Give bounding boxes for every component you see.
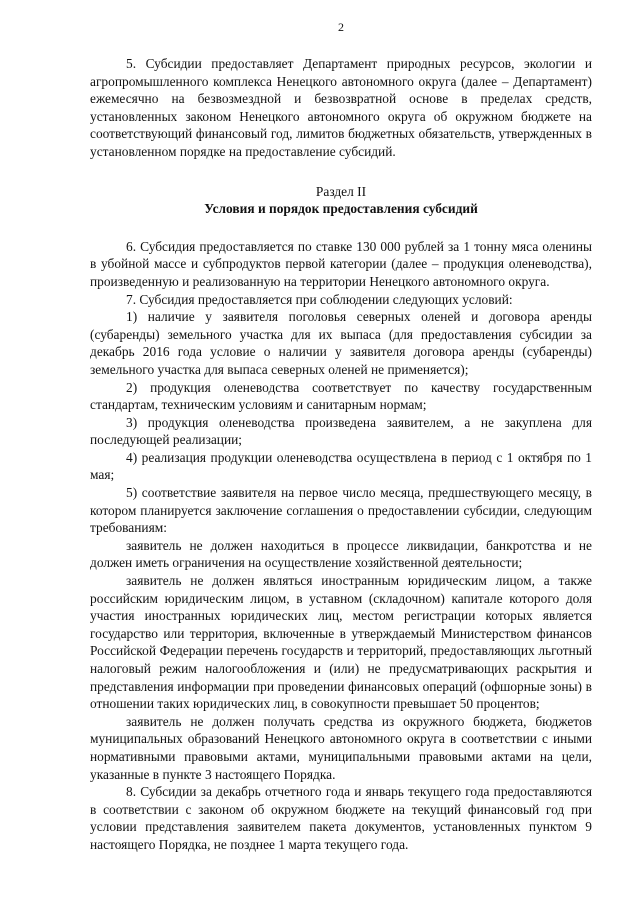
document-page (90, 20, 592, 854)
section-label: Раздел II (315, 183, 367, 199)
paragraph-7: 7. Субсидия предоставляется при соблюдении следующих условий: (126, 291, 513, 307)
condition-4: 4) реализация продукции оленеводства осуществлена в период с 1 октября по 1 мая; (90, 449, 592, 483)
page-number: 2 (338, 20, 344, 34)
requirement-foreign-entity: заявитель не должен являться иностранным юридическим лицом, а также российским юридическим лицом, в уставном (складочном) капитале которого доля участия иностранных юридических лиц, местом регистрации которых является государство или территория, включенные в утверждаемый Министерством финансов Российской Федерации перечень государств и территорий, предоставляющих льготный налоговый режим налогообложения и (или) не предусматривающих раскрытия и представления информации при проведении финансовых операций (офшорные зоны) в отношении таких юридических лиц, в совокупности превышает 50 процентов; (90, 573, 592, 712)
paragraph-8: 8. Субсидии за декабрь отчетного года и январь текущего года предоставляются в соответствии с законом об окружном бюджете на текущий финансовый год при условии представления заявителем пакета документов, установленных пунктом 9 настоящего Порядка, не позднее 1 марта текущего года. (90, 784, 592, 852)
condition-1: 1) наличие у заявителя поголовья северных оленей и договора аренды (субаренды) земельного участка для их выпаса (для предоставления субсидии за декабрь 2016 года условие о наличии у заявителя договора аренды (субаренды) земельного участка для выпаса северных оленей не применяется); (90, 309, 592, 377)
paragraph-6: 6. Субсидия предоставляется по ставке 130 000 рублей за 1 тонну мяса оленины в убойной массе и субпродуктов первой категории (далее – продукция оленеводства), произведенную и реализованную на территории Ненецкого автономного округа. (90, 238, 592, 289)
section-title: Условия и порядок предоставления субсидий (204, 201, 478, 217)
paragraph-5: 5. Субсидии предоставляет Департамент природных ресурсов, экологии и агропромышленного комплекса Ненецкого автономного округа (далее – Департамент) ежемесячно на безвозмездной и безвозвратной основе в пределах средств, установленных законом Ненецкого автономного округа об окружном бюджете на соответствующий финансовый год, лимитов бюджетных обязательств, утвержденных в установленном порядке на предоставление субсидий. (90, 56, 592, 159)
condition-3: 3) продукция оленеводства произведена заявителем, а не закуплена для последующей реализации; (90, 414, 592, 448)
requirement-liquidation: заявитель не должен находиться в процессе ликвидации, банкротства и не должен иметь ограничения на осуществление хозяйственной деятельности; (90, 537, 592, 571)
condition-5: 5) соответствие заявителя на первое число месяца, предшествующего месяцу, в котором планируется заключение соглашения о предоставлении субсидии, следующим требованиям: (90, 485, 592, 536)
condition-2: 2) продукция оленеводства соответствует по качеству государственным стандартам, техническим условиям и санитарным нормам; (90, 379, 592, 413)
requirement-budget-funds: заявитель не должен получать средства из окружного бюджета, бюджетов муниципальных образований Ненецкого автономного округа в соответствии с иными нормативными правовыми актами, муниципальными правовыми актами на цели, указанные в пункте 3 настоящего Порядка. (90, 713, 592, 782)
